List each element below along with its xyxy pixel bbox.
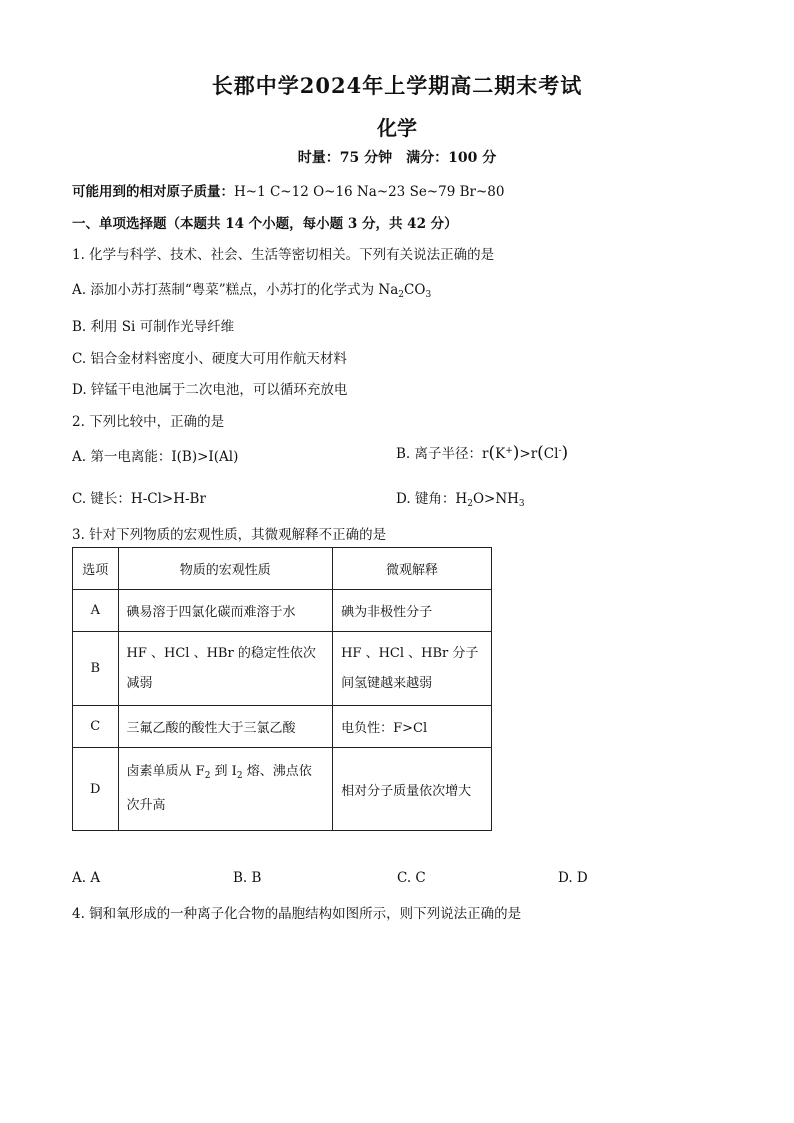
table-header-cell: 物质的宏观性质 [118, 548, 333, 590]
q3-choice-a: A. A [72, 870, 101, 886]
q1-a-mid: CO [404, 282, 426, 298]
table-cell-micro: HF 、HCl 、HBr 分子间氢键越来越弱 [333, 632, 492, 706]
q2-d-sub2: 3 [518, 499, 525, 509]
table-cell-micro: 碘为非极性分子 [333, 590, 492, 632]
q2-b-cl: Cl [543, 446, 559, 462]
table-cell-macro: HF 、HCl 、HBr 的稳定性依次减弱 [118, 632, 333, 706]
q2-option-d [396, 487, 525, 509]
table-cell-macro: 三氟乙酸的酸性大于三氯乙酸 [118, 706, 333, 748]
q2-b-mid: >r [519, 446, 538, 462]
q2-option-b: B. 离子半径：r(K+)>r(Cl-) [396, 443, 569, 463]
d-macro-post: 熔、沸点依次升高 [126, 764, 312, 813]
q2-b-text: B. 离子半径：r [396, 446, 489, 462]
table-cell-option: D [73, 748, 119, 831]
q1-stem: 1. 化学与科学、技术、社会、生活等密切相关。下列有关说法正确的是 [72, 247, 495, 263]
q3-choice-d: D. D [558, 870, 588, 886]
table-row [73, 590, 492, 632]
section-heading: 一、单项选择题（本题共 14 个小题，每小题 3 分，共 42 分） [72, 216, 458, 232]
q2-d-mid: O>NH [472, 491, 519, 507]
q4-stem: 4. 铜和氧形成的一种离子化合物的晶胞结构如图所示，则下列说法正确的是 [72, 906, 522, 922]
atomic-masses [72, 180, 504, 200]
table-row [73, 706, 492, 748]
table-header-row [73, 548, 492, 590]
q1-a-sub1: 2 [398, 290, 405, 300]
d-macro-text: 卤素单质从 F [126, 764, 205, 779]
q2-d-text: D. 键角：H [396, 491, 468, 507]
q2-option-a: A. 第一电离能：I(B)>I(Al) [72, 449, 239, 465]
time-score: 时量：75 分钟 满分：100 分 [297, 150, 497, 166]
q3-choice-c: C. C [397, 870, 426, 886]
q3-table [72, 547, 492, 831]
exam-title: 长郡中学2024年上学期高二期末考试 [211, 73, 583, 98]
d-macro-sub1: 2 [204, 771, 211, 781]
q1-option-c: C. 铝合金材料密度小、硬度大可用作航天材料 [72, 351, 347, 367]
q2-stem: 2. 下列比较中，正确的是 [72, 414, 225, 430]
q2-b-kplus: + [505, 446, 513, 456]
table-cell-macro [118, 748, 333, 831]
q3-choice-b: B. B [233, 870, 262, 886]
table-cell-micro: 电负性：F>Cl [333, 706, 492, 748]
table-row [73, 632, 492, 706]
atomic-masses-values: H~1 C~12 O~16 Na~23 Se~79 Br~80 [234, 184, 505, 200]
q3-stem: 3. 针对下列物质的宏观性质，其微观解释不正确的是 [72, 527, 387, 543]
table-cell-micro: 相对分子质量依次增大 [333, 748, 492, 831]
d-macro-mid: 到 I [210, 764, 237, 779]
d-macro-sub2: 2 [236, 771, 243, 781]
atomic-masses-label: 可能用到的相对原子质量： [72, 184, 234, 200]
q1-a-text: A. 添加小苏打蒸制“粤菜”糕点，小苏打的化学式为 Na [72, 282, 399, 298]
q1-a-sub2: 3 [425, 290, 432, 300]
subject-title: 化学 [377, 116, 417, 140]
q1-option-b: B. 利用 Si 可制作光导纤维 [72, 319, 235, 335]
q2-d-sub: 2 [467, 499, 473, 509]
table-cell-option: B [73, 632, 119, 706]
table-header-cell: 选项 [73, 548, 119, 590]
q2-b-k: K [495, 446, 506, 462]
q1-option-d: D. 锌锰干电池属于二次电池，可以循环充放电 [72, 382, 348, 398]
table-cell-option: C [73, 706, 119, 748]
table-cell-option: A [73, 590, 119, 632]
table-cell-macro: 碘易溶于四氯化碳而难溶于水 [118, 590, 333, 632]
q2-b-clminus: - [558, 446, 562, 456]
q1-option-a [72, 278, 431, 300]
table-header-cell: 微观解释 [333, 548, 492, 590]
q2-option-c: C. 键长：H-Cl>H-Br [72, 491, 206, 507]
table-row [73, 748, 492, 831]
